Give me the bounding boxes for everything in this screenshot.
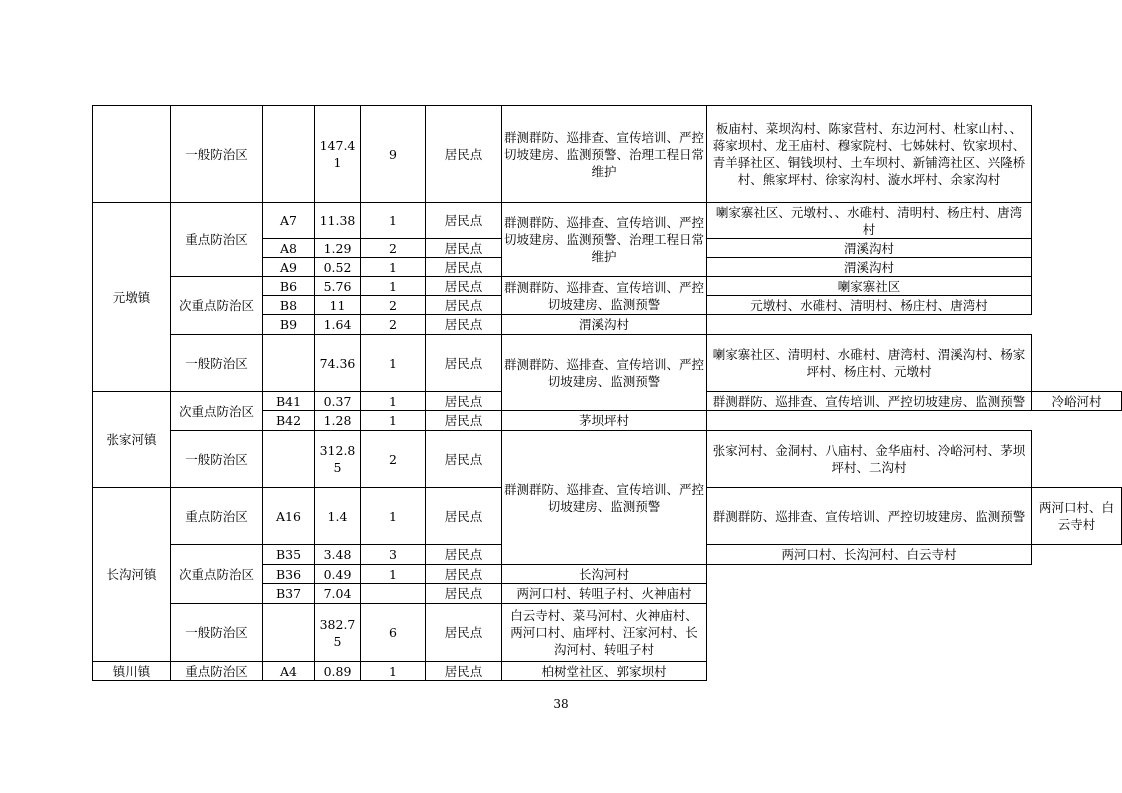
target-cell: 居民点	[426, 584, 502, 604]
area-cell: 1.29	[315, 239, 361, 258]
target-cell: 居民点	[426, 392, 502, 411]
area-cell: 3.48	[315, 545, 361, 565]
area-cell: 0.52	[315, 258, 361, 277]
measures-cell: 群测群防、巡排查、宣传培训、严控切坡建房、监测预警	[502, 335, 707, 411]
zone-level-cell: 一般防治区	[171, 106, 263, 203]
villages-cell: 渭溪沟村	[502, 315, 707, 335]
target-cell: 居民点	[426, 258, 502, 277]
hazard-count-cell: 1	[361, 258, 426, 277]
target-cell: 居民点	[426, 203, 502, 239]
target-cell: 居民点	[426, 411, 502, 431]
table-row	[93, 662, 1122, 681]
villages-cell: 白云寺村、菜马河村、火神庙村、两河口村、庙坪村、汪家河村、长沟河村、转咀子村	[502, 604, 707, 662]
villages-cell: 长沟河村	[502, 565, 707, 584]
hazard-count-cell: 1	[361, 335, 426, 392]
zone-code-cell: B37	[263, 584, 315, 604]
villages-cell: 板庙村、菜坝沟村、陈家营村、东边河村、杜家山村、、蒋家坝村、龙王庙村、穆家院村、七姊妹村、钦家坝村、青羊驿社区、铜钱坝村、土车坝村、新铺湾社区、兴隆桥村、熊家坪村、徐家沟村、漩水坪村、余家沟村	[707, 106, 1032, 203]
area-cell: 147.41	[315, 106, 361, 203]
target-cell: 居民点	[426, 604, 502, 662]
zone-code-cell: B9	[263, 315, 315, 335]
table-row	[93, 203, 1122, 239]
town-cell: 张家河镇	[93, 392, 171, 488]
zone-code-cell: A16	[263, 488, 315, 545]
town-cell: 元墩镇	[93, 203, 171, 392]
table-row	[93, 335, 1122, 392]
zone-level-cell: 重点防治区	[171, 203, 263, 277]
measures-cell: 群测群防、巡排查、宣传培训、严控切坡建房、监测预警、治理工程日常维护	[502, 203, 707, 277]
area-cell: 0.89	[315, 662, 361, 681]
zone-level-cell: 一般防治区	[171, 604, 263, 662]
hazard-count-cell: 2	[361, 431, 426, 488]
measures-cell: 群测群防、巡排查、宣传培训、严控切坡建房、监测预警	[707, 488, 1032, 545]
area-cell: 11.38	[315, 203, 361, 239]
hazard-count-cell: 1	[361, 203, 426, 239]
zone-level-cell: 重点防治区	[171, 488, 263, 545]
zone-level-cell: 一般防治区	[171, 431, 263, 488]
hazard-count-cell: 6	[361, 604, 426, 662]
villages-cell: 柏树堂社区、郭家坝村	[502, 662, 707, 681]
villages-cell: 喇家寨社区、清明村、水碓村、唐湾村、渭溪沟村、杨家坪村、杨庄村、元墩村	[707, 335, 1032, 392]
area-cell: 1.4	[315, 488, 361, 545]
zone-level-cell: 一般防治区	[171, 335, 263, 392]
area-cell: 74.36	[315, 335, 361, 392]
table-row	[93, 604, 1122, 662]
table-row	[93, 277, 1122, 296]
target-cell: 居民点	[426, 296, 502, 315]
zone-code-cell: B8	[263, 296, 315, 315]
zone-level-cell: 次重点防治区	[171, 545, 263, 604]
hazard-count-cell: 2	[361, 239, 426, 258]
villages-cell: 元墩村、水碓村、清明村、杨庄村、唐湾村	[707, 296, 1032, 315]
area-cell: 7.04	[315, 584, 361, 604]
target-cell: 居民点	[426, 277, 502, 296]
table-row	[93, 431, 1122, 488]
hazard-zone-table	[92, 105, 1122, 681]
villages-cell: 两河口村、转咀子村、火神庙村	[502, 584, 707, 604]
town-cell	[93, 106, 171, 203]
hazard-count-cell: 1	[361, 392, 426, 411]
measures-cell: 群测群防、巡排查、宣传培训、严控切坡建房、监测预警	[707, 392, 1032, 411]
zone-code-cell: A8	[263, 239, 315, 258]
target-cell: 居民点	[426, 545, 502, 565]
zone-code-cell: A4	[263, 662, 315, 681]
villages-cell: 渭溪沟村	[707, 258, 1032, 277]
zone-code-cell: B41	[263, 392, 315, 411]
villages-cell: 两河口村、长沟河村、白云寺村	[707, 545, 1032, 565]
hazard-count-cell	[361, 584, 426, 604]
target-cell: 居民点	[426, 106, 502, 203]
zone-code-cell: B35	[263, 545, 315, 565]
page-number: 38	[553, 697, 569, 711]
zone-code-cell: A9	[263, 258, 315, 277]
area-cell: 0.37	[315, 392, 361, 411]
target-cell: 居民点	[426, 431, 502, 488]
town-cell: 长沟河镇	[93, 488, 171, 662]
measures-cell: 群测群防、巡排查、宣传培训、严控切坡建房、监测预警	[502, 431, 707, 565]
zone-code-cell	[263, 335, 315, 392]
zone-code-cell	[263, 106, 315, 203]
hazard-count-cell: 3	[361, 545, 426, 565]
villages-cell: 茅坝坪村	[502, 411, 707, 431]
zone-code-cell: B6	[263, 277, 315, 296]
villages-cell: 两河口村、白云寺村	[1032, 488, 1122, 545]
table-row	[93, 106, 1122, 203]
zone-level-cell: 重点防治区	[171, 662, 263, 681]
zone-level-cell: 次重点防治区	[171, 392, 263, 431]
hazard-count-cell: 1	[361, 662, 426, 681]
villages-cell: 喇家寨社区	[707, 277, 1032, 296]
town-cell: 镇川镇	[93, 662, 171, 681]
hazard-count-cell: 1	[361, 411, 426, 431]
hazard-count-cell: 2	[361, 315, 426, 335]
target-cell: 居民点	[426, 315, 502, 335]
villages-cell: 喇家寨社区、元墩村、、水碓村、清明村、杨庄村、唐湾村	[707, 203, 1032, 239]
target-cell: 居民点	[426, 565, 502, 584]
zone-code-cell: A7	[263, 203, 315, 239]
zone-code-cell: B36	[263, 565, 315, 584]
zone-level-cell: 次重点防治区	[171, 277, 263, 335]
villages-cell: 冷峪河村	[1032, 392, 1122, 411]
hazard-count-cell: 9	[361, 106, 426, 203]
target-cell: 居民点	[426, 335, 502, 392]
area-cell: 0.49	[315, 565, 361, 584]
area-cell: 382.75	[315, 604, 361, 662]
area-cell: 11	[315, 296, 361, 315]
hazard-count-cell: 1	[361, 565, 426, 584]
hazard-count-cell: 1	[361, 277, 426, 296]
zone-code-cell: B42	[263, 411, 315, 431]
measures-cell: 群测群防、巡排查、宣传培训、严控切坡建房、监测预警、治理工程日常维护	[502, 106, 707, 203]
zone-code-cell	[263, 431, 315, 488]
target-cell: 居民点	[426, 662, 502, 681]
zone-code-cell	[263, 604, 315, 662]
hazard-count-cell: 2	[361, 296, 426, 315]
villages-cell: 渭溪沟村	[707, 239, 1032, 258]
area-cell: 1.64	[315, 315, 361, 335]
target-cell: 居民点	[426, 239, 502, 258]
area-cell: 5.76	[315, 277, 361, 296]
target-cell: 居民点	[426, 488, 502, 545]
area-cell: 312.85	[315, 431, 361, 488]
measures-cell: 群测群防、巡排查、宣传培训、严控切坡建房、监测预警	[502, 277, 707, 315]
area-cell: 1.28	[315, 411, 361, 431]
villages-cell: 张家河村、金洞村、八庙村、金华庙村、冷峪河村、茅坝坪村、二沟村	[707, 431, 1032, 488]
hazard-count-cell: 1	[361, 488, 426, 545]
